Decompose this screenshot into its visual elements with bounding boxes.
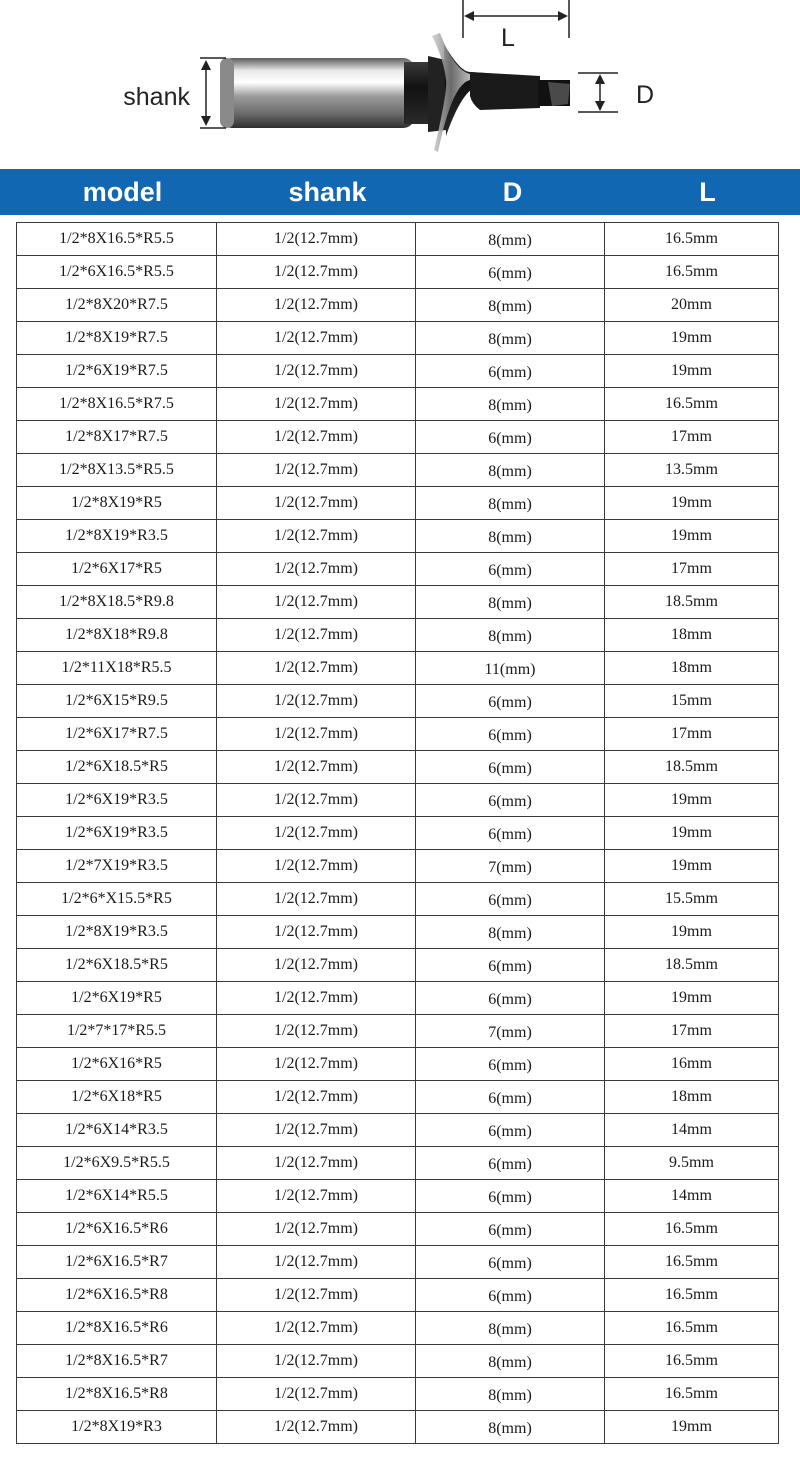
d-cell: 6(mm) bbox=[416, 355, 605, 388]
d-cell: 7(mm) bbox=[416, 850, 605, 883]
model-cell: 1/2*6X15*R9.5 bbox=[17, 685, 217, 718]
l-cell: 17mm bbox=[605, 718, 779, 751]
d-cell: 7(mm) bbox=[416, 1015, 605, 1048]
d-cell: 8(mm) bbox=[416, 619, 605, 652]
table-row bbox=[17, 1114, 779, 1147]
shank-cell: 1/2(12.7mm) bbox=[217, 388, 416, 421]
l-cell: 16.5mm bbox=[605, 1345, 779, 1378]
header-l: L bbox=[699, 176, 716, 207]
model-cell: 1/2*7X19*R3.5 bbox=[17, 850, 217, 883]
shank-cell: 1/2(12.7mm) bbox=[217, 1312, 416, 1345]
table-row bbox=[17, 1081, 779, 1114]
model-cell: 1/2*6X19*R3.5 bbox=[17, 817, 217, 850]
table-row bbox=[17, 553, 779, 586]
model-cell: 1/2*6X16.5*R6 bbox=[17, 1213, 217, 1246]
shank-cell: 1/2(12.7mm) bbox=[217, 1147, 416, 1180]
table-row bbox=[17, 850, 779, 883]
shank-cell: 1/2(12.7mm) bbox=[217, 322, 416, 355]
d-cell: 6(mm) bbox=[416, 1246, 605, 1279]
model-cell: 1/2*8X16.5*R6 bbox=[17, 1312, 217, 1345]
l-cell: 20mm bbox=[605, 289, 779, 322]
model-cell: 1/2*6X19*R3.5 bbox=[17, 784, 217, 817]
table-row bbox=[17, 421, 779, 454]
model-cell: 1/2*8X16.5*R7 bbox=[17, 1345, 217, 1378]
model-cell: 1/2*8X17*R7.5 bbox=[17, 421, 217, 454]
l-cell: 19mm bbox=[605, 982, 779, 1015]
model-cell: 1/2*6X18.5*R5 bbox=[17, 949, 217, 982]
table-row bbox=[17, 388, 779, 421]
d-cell: 8(mm) bbox=[416, 520, 605, 553]
d-cell: 6(mm) bbox=[416, 982, 605, 1015]
shank-cell: 1/2(12.7mm) bbox=[217, 883, 416, 916]
shank-cell: 1/2(12.7mm) bbox=[217, 289, 416, 322]
d-cell: 11(mm) bbox=[416, 652, 605, 685]
shank-cell: 1/2(12.7mm) bbox=[217, 1048, 416, 1081]
shank-cell: 1/2(12.7mm) bbox=[217, 454, 416, 487]
l-cell: 19mm bbox=[605, 322, 779, 355]
shank-cell: 1/2(12.7mm) bbox=[217, 619, 416, 652]
model-cell: 1/2*6*X15.5*R5 bbox=[17, 883, 217, 916]
d-cell: 8(mm) bbox=[416, 289, 605, 322]
shank-cell: 1/2(12.7mm) bbox=[217, 1081, 416, 1114]
l-cell: 17mm bbox=[605, 1015, 779, 1048]
model-cell: 1/2*6X19*R5 bbox=[17, 982, 217, 1015]
model-cell: 1/2*6X17*R7.5 bbox=[17, 718, 217, 751]
model-cell: 1/2*6X16.5*R8 bbox=[17, 1279, 217, 1312]
l-cell: 18mm bbox=[605, 1081, 779, 1114]
model-cell: 1/2*8X19*R5 bbox=[17, 487, 217, 520]
l-cell: 19mm bbox=[605, 850, 779, 883]
d-cell: 8(mm) bbox=[416, 916, 605, 949]
table-row bbox=[17, 256, 779, 289]
shank-dimension bbox=[123, 58, 226, 128]
l-cell: 19mm bbox=[605, 355, 779, 388]
d-cell: 6(mm) bbox=[416, 256, 605, 289]
d-cell: 6(mm) bbox=[416, 553, 605, 586]
l-cell: 19mm bbox=[605, 817, 779, 850]
model-cell: 1/2*6X18.5*R5 bbox=[17, 751, 217, 784]
model-cell: 1/2*8X18.5*R9.8 bbox=[17, 586, 217, 619]
table-row bbox=[17, 223, 779, 256]
shank-cell: 1/2(12.7mm) bbox=[217, 1180, 416, 1213]
header-model: model bbox=[82, 176, 163, 207]
spec-table bbox=[16, 222, 779, 1444]
model-cell: 1/2*6X17*R5 bbox=[17, 553, 217, 586]
shank-cell: 1/2(12.7mm) bbox=[217, 916, 416, 949]
table-row bbox=[17, 1213, 779, 1246]
table-row bbox=[17, 784, 779, 817]
model-cell: 1/2*8X19*R3.5 bbox=[17, 916, 217, 949]
header-d: D bbox=[502, 176, 523, 207]
l-cell: 19mm bbox=[605, 487, 779, 520]
table-row bbox=[17, 817, 779, 850]
table-row bbox=[17, 1312, 779, 1345]
table-row bbox=[17, 454, 779, 487]
d-cell: 8(mm) bbox=[416, 454, 605, 487]
l-cell: 16mm bbox=[605, 1048, 779, 1081]
l-cell: 19mm bbox=[605, 784, 779, 817]
shank-cell: 1/2(12.7mm) bbox=[217, 850, 416, 883]
shank-cell: 1/2(12.7mm) bbox=[217, 1378, 416, 1411]
shank-cell: 1/2(12.7mm) bbox=[217, 1015, 416, 1048]
table-row bbox=[17, 355, 779, 388]
diameter-dimension bbox=[578, 73, 654, 112]
l-cell: 19mm bbox=[605, 520, 779, 553]
l-cell: 17mm bbox=[605, 553, 779, 586]
shank-cell: 1/2(12.7mm) bbox=[217, 223, 416, 256]
table-row bbox=[17, 1345, 779, 1378]
l-cell: 15.5mm bbox=[605, 883, 779, 916]
model-cell: 1/2*6X18*R5 bbox=[17, 1081, 217, 1114]
model-cell: 1/2*6X16.5*R5.5 bbox=[17, 256, 217, 289]
d-cell: 6(mm) bbox=[416, 1279, 605, 1312]
d-cell: 6(mm) bbox=[416, 751, 605, 784]
model-cell: 1/2*8X18*R9.8 bbox=[17, 619, 217, 652]
table-row bbox=[17, 883, 779, 916]
model-cell: 1/2*11X18*R5.5 bbox=[17, 652, 217, 685]
model-cell: 1/2*8X19*R3 bbox=[17, 1411, 217, 1444]
l-cell: 16.5mm bbox=[605, 388, 779, 421]
shank-cell: 1/2(12.7mm) bbox=[217, 751, 416, 784]
l-cell: 18.5mm bbox=[605, 949, 779, 982]
model-cell: 1/2*6X9.5*R5.5 bbox=[17, 1147, 217, 1180]
l-cell: 18mm bbox=[605, 652, 779, 685]
l-cell: 17mm bbox=[605, 421, 779, 454]
shank-cell: 1/2(12.7mm) bbox=[217, 421, 416, 454]
d-cell: 6(mm) bbox=[416, 784, 605, 817]
shank-cell: 1/2(12.7mm) bbox=[217, 1279, 416, 1312]
shank-cell: 1/2(12.7mm) bbox=[217, 1411, 416, 1444]
l-cell: 18mm bbox=[605, 619, 779, 652]
shank-cell: 1/2(12.7mm) bbox=[217, 355, 416, 388]
l-cell: 9.5mm bbox=[605, 1147, 779, 1180]
length-dimension bbox=[463, 0, 569, 52]
shank-cell: 1/2(12.7mm) bbox=[217, 256, 416, 289]
d-cell: 6(mm) bbox=[416, 949, 605, 982]
d-cell: 6(mm) bbox=[416, 1048, 605, 1081]
spec-table-body bbox=[17, 223, 779, 1444]
l-cell: 15mm bbox=[605, 685, 779, 718]
model-cell: 1/2*8X20*R7.5 bbox=[17, 289, 217, 322]
d-cell: 6(mm) bbox=[416, 421, 605, 454]
table-row bbox=[17, 1048, 779, 1081]
d-cell: 6(mm) bbox=[416, 817, 605, 850]
table-row bbox=[17, 1279, 779, 1312]
table-row bbox=[17, 949, 779, 982]
model-cell: 1/2*8X16.5*R8 bbox=[17, 1378, 217, 1411]
shank-cell: 1/2(12.7mm) bbox=[217, 1114, 416, 1147]
table-row bbox=[17, 982, 779, 1015]
shank-cell: 1/2(12.7mm) bbox=[217, 718, 416, 751]
shank-cell: 1/2(12.7mm) bbox=[217, 982, 416, 1015]
bit-shank-shape bbox=[220, 58, 415, 128]
l-cell: 14mm bbox=[605, 1180, 779, 1213]
model-cell: 1/2*8X13.5*R5.5 bbox=[17, 454, 217, 487]
model-cell: 1/2*8X19*R7.5 bbox=[17, 322, 217, 355]
l-cell: 16.5mm bbox=[605, 223, 779, 256]
d-cell: 8(mm) bbox=[416, 388, 605, 421]
model-cell: 1/2*6X14*R5.5 bbox=[17, 1180, 217, 1213]
table-row bbox=[17, 322, 779, 355]
shank-dimension-label: shank bbox=[123, 83, 190, 111]
model-cell: 1/2*6X14*R3.5 bbox=[17, 1114, 217, 1147]
d-cell: 8(mm) bbox=[416, 586, 605, 619]
table-row bbox=[17, 916, 779, 949]
shank-cell: 1/2(12.7mm) bbox=[217, 1345, 416, 1378]
model-cell: 1/2*8X16.5*R7.5 bbox=[17, 388, 217, 421]
l-cell: 16.5mm bbox=[605, 1246, 779, 1279]
table-row bbox=[17, 1015, 779, 1048]
d-cell: 6(mm) bbox=[416, 718, 605, 751]
model-cell: 1/2*7*17*R5.5 bbox=[17, 1015, 217, 1048]
shank-cell: 1/2(12.7mm) bbox=[217, 586, 416, 619]
table-row bbox=[17, 487, 779, 520]
shank-cell: 1/2(12.7mm) bbox=[217, 784, 416, 817]
d-cell: 6(mm) bbox=[416, 1180, 605, 1213]
d-cell: 8(mm) bbox=[416, 322, 605, 355]
bit-body-shape bbox=[404, 33, 570, 152]
d-cell: 6(mm) bbox=[416, 1081, 605, 1114]
l-cell: 16.5mm bbox=[605, 1279, 779, 1312]
shank-cell: 1/2(12.7mm) bbox=[217, 1246, 416, 1279]
model-cell: 1/2*6X16.5*R7 bbox=[17, 1246, 217, 1279]
model-cell: 1/2*6X16*R5 bbox=[17, 1048, 217, 1081]
table-row bbox=[17, 520, 779, 553]
shank-cell: 1/2(12.7mm) bbox=[217, 520, 416, 553]
d-cell: 8(mm) bbox=[416, 1312, 605, 1345]
table-row bbox=[17, 1246, 779, 1279]
router-bit-diagram bbox=[0, 0, 800, 165]
shank-cell: 1/2(12.7mm) bbox=[217, 1213, 416, 1246]
table-row bbox=[17, 586, 779, 619]
length-dimension-label: L bbox=[501, 24, 515, 52]
l-cell: 18.5mm bbox=[605, 751, 779, 784]
l-cell: 19mm bbox=[605, 1411, 779, 1444]
table-header-bar bbox=[0, 169, 800, 215]
l-cell: 18.5mm bbox=[605, 586, 779, 619]
l-cell: 13.5mm bbox=[605, 454, 779, 487]
d-cell: 6(mm) bbox=[416, 685, 605, 718]
d-cell: 8(mm) bbox=[416, 487, 605, 520]
table-row bbox=[17, 718, 779, 751]
l-cell: 19mm bbox=[605, 916, 779, 949]
d-cell: 6(mm) bbox=[416, 1114, 605, 1147]
table-row bbox=[17, 619, 779, 652]
table-row bbox=[17, 652, 779, 685]
shank-cell: 1/2(12.7mm) bbox=[217, 949, 416, 982]
shank-cell: 1/2(12.7mm) bbox=[217, 487, 416, 520]
header-shank: shank bbox=[288, 176, 367, 207]
table-row bbox=[17, 289, 779, 322]
table-row bbox=[17, 1180, 779, 1213]
l-cell: 16.5mm bbox=[605, 1213, 779, 1246]
d-cell: 8(mm) bbox=[416, 1345, 605, 1378]
shank-cell: 1/2(12.7mm) bbox=[217, 652, 416, 685]
d-cell: 8(mm) bbox=[416, 1378, 605, 1411]
l-cell: 16.5mm bbox=[605, 256, 779, 289]
table-row bbox=[17, 1147, 779, 1180]
d-cell: 6(mm) bbox=[416, 1213, 605, 1246]
l-cell: 14mm bbox=[605, 1114, 779, 1147]
model-cell: 1/2*8X19*R3.5 bbox=[17, 520, 217, 553]
table-row bbox=[17, 1378, 779, 1411]
shank-cell: 1/2(12.7mm) bbox=[217, 553, 416, 586]
table-row bbox=[17, 1411, 779, 1444]
shank-cell: 1/2(12.7mm) bbox=[217, 685, 416, 718]
table-row bbox=[17, 685, 779, 718]
d-cell: 8(mm) bbox=[416, 223, 605, 256]
diameter-dimension-label: D bbox=[636, 81, 655, 109]
model-cell: 1/2*8X16.5*R5.5 bbox=[17, 223, 217, 256]
l-cell: 16.5mm bbox=[605, 1312, 779, 1345]
d-cell: 6(mm) bbox=[416, 883, 605, 916]
shank-cell: 1/2(12.7mm) bbox=[217, 817, 416, 850]
d-cell: 6(mm) bbox=[416, 1147, 605, 1180]
l-cell: 16.5mm bbox=[605, 1378, 779, 1411]
table-row bbox=[17, 751, 779, 784]
model-cell: 1/2*6X19*R7.5 bbox=[17, 355, 217, 388]
d-cell: 8(mm) bbox=[416, 1411, 605, 1444]
